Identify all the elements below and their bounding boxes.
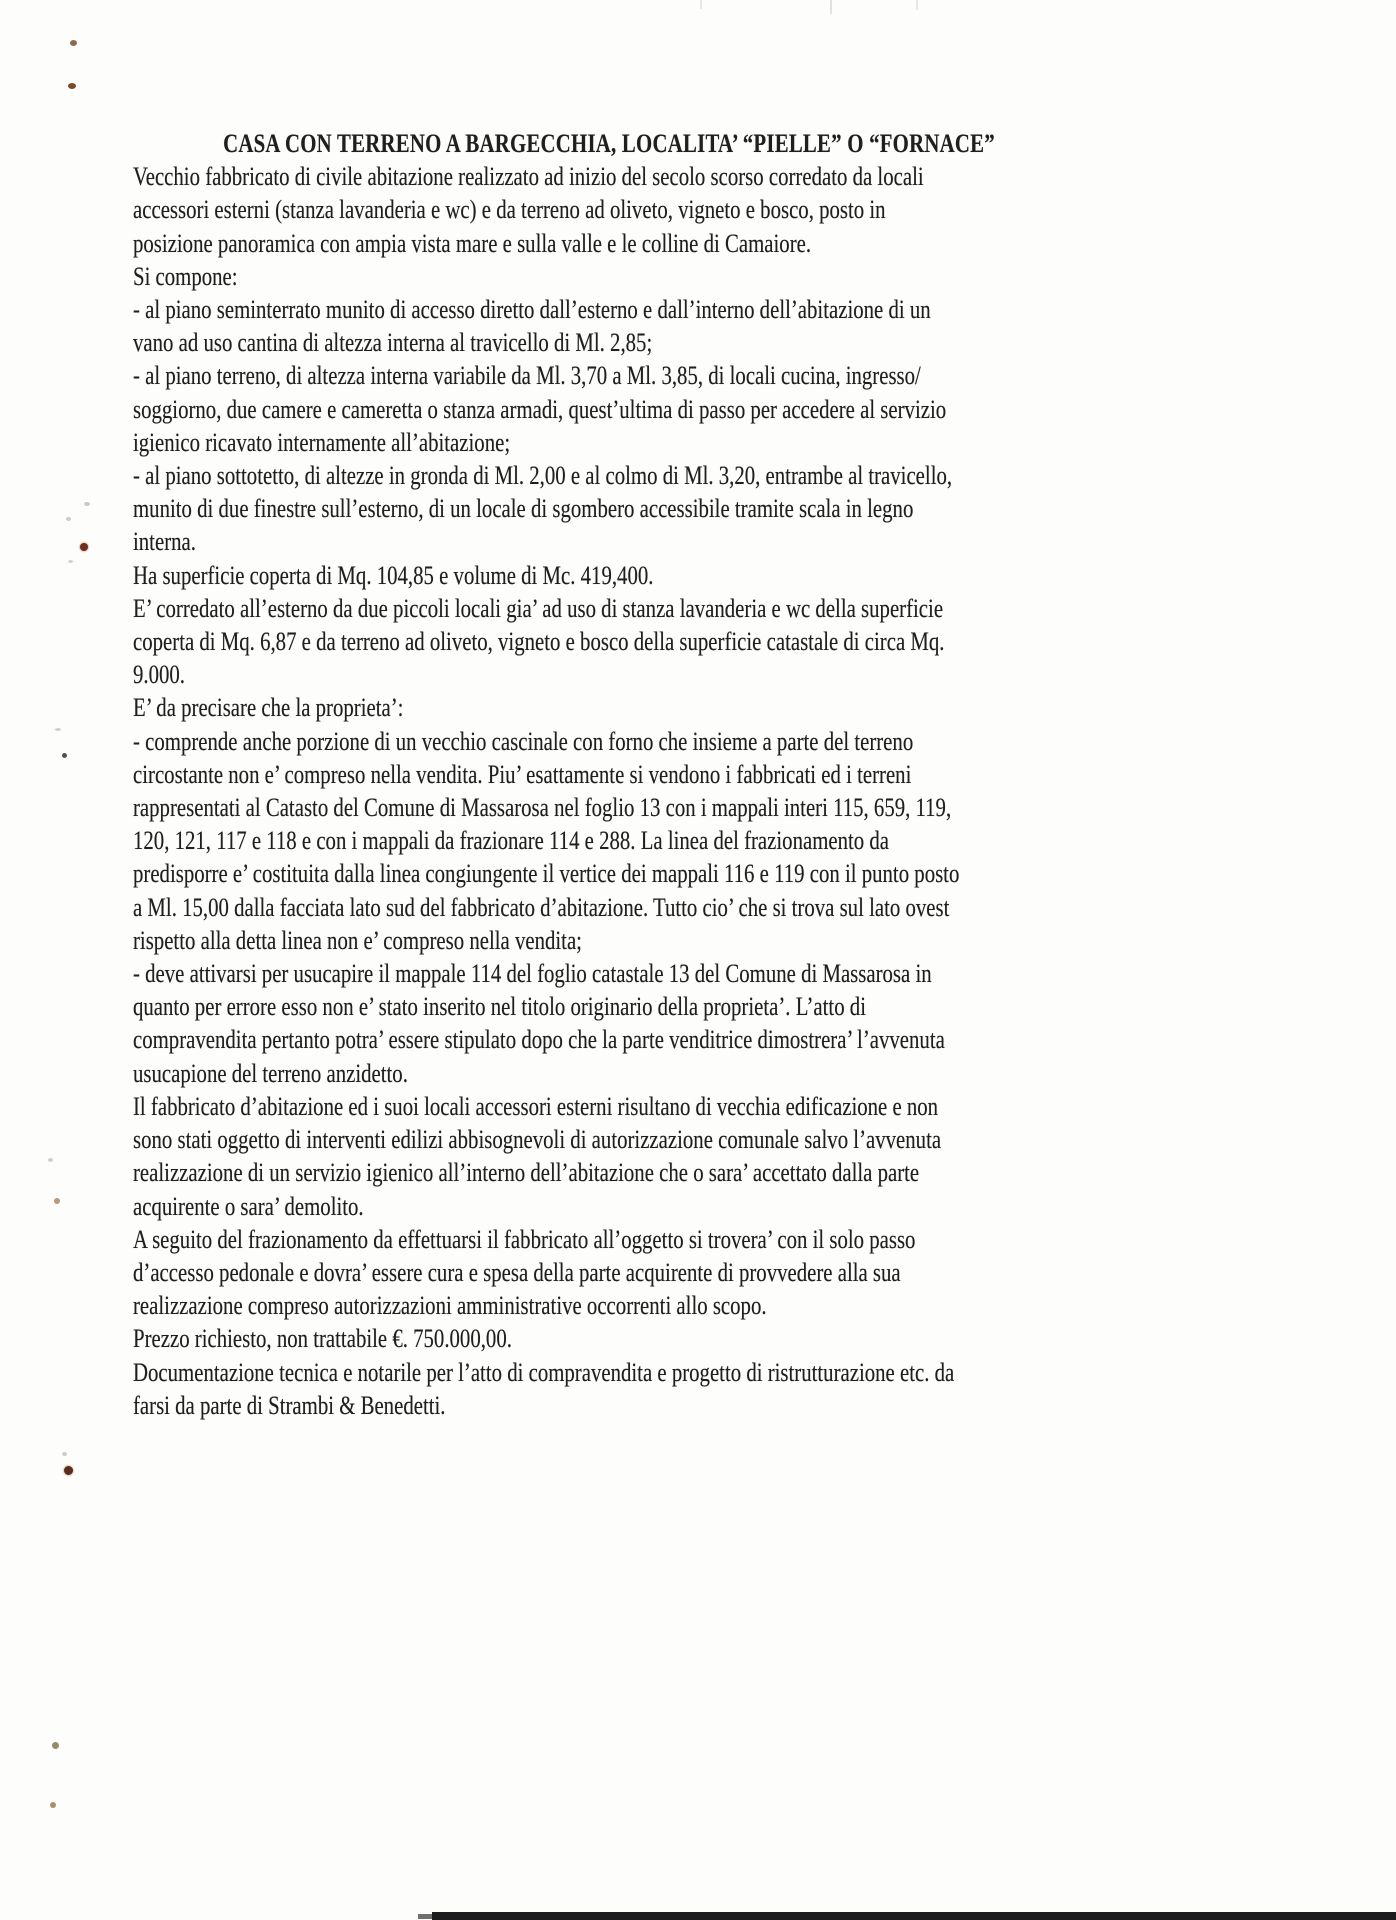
text-line: coperta di Mq. 6,87 e da terreno ad oliveto, vigneto e bosco della superficie catastale di circa Mq.	[133, 627, 945, 657]
text-line: interna.	[133, 527, 196, 557]
text-line: vano ad uso cantina di altezza interna al travicello di Ml. 2,85;	[133, 328, 653, 358]
text-line: accessori esterni (stanza lavanderia e wc) e da terreno ad oliveto, vigneto e bosco, posto in	[133, 195, 886, 225]
scan-streak	[916, 0, 918, 10]
text-line: - al piano sottotetto, di altezze in gronda di Ml. 2,00 e al colmo di Ml. 3,20, entrambe al travicello,	[133, 461, 953, 491]
text-line: Prezzo richiesto, non trattabile €. 750.000,00.	[133, 1324, 512, 1354]
scan-speck	[66, 517, 71, 521]
text-line: compravendita pertanto potra’ essere stipulato dopo che la parte venditrice dimostrera’ l’avvenuta	[133, 1025, 945, 1055]
scan-speck	[54, 1198, 60, 1204]
text-line: munito di due finestre sull’esterno, di un locale di sgombero accessibile tramite scala in legno	[133, 494, 914, 524]
text-line: realizzazione di un servizio igienico all’interno dell’abitazione che o sara’ accettato dalla parte	[133, 1158, 920, 1188]
scan-streak	[700, 0, 702, 9]
text-line: rispetto alla detta linea non e’ compreso nella vendita;	[133, 925, 582, 955]
text-line: igienico ricavato internamente all’abitazione;	[133, 427, 511, 457]
text-line: Ha superficie coperta di Mq. 104,85 e volume di Mc. 419,400.	[133, 560, 654, 590]
text-line: A seguito del frazionamento da effettuarsi il fabbricato all’oggetto si trovera’ con il solo passo	[133, 1224, 916, 1254]
text-line: Vecchio fabbricato di civile abitazione realizzato ad inizio del secolo scorso corredato da locali	[133, 162, 924, 192]
text-line: realizzazione compreso autorizzazioni amministrative occorrenti allo scopo.	[133, 1291, 767, 1321]
document-title: CASA CON TERRENO A BARGECCHIA, LOCALITA’ “PIELLE” O “FORNACE”	[223, 129, 995, 158]
text-line: Si compone:	[133, 261, 238, 291]
scan-speck	[84, 502, 90, 506]
document-text-block	[133, 127, 1085, 1422]
scan-speck	[80, 543, 88, 551]
text-line: posizione panoramica con ampia vista mare e sulla valle e le colline di Camaiore.	[133, 228, 812, 258]
document-body	[133, 160, 1085, 1422]
text-line: Documentazione tecnica e notarile per l’atto di compravendita e progetto di ristrutturazione etc. da	[133, 1357, 955, 1387]
scan-speck	[68, 83, 76, 89]
text-line: predisporre e’ costituita dalla linea congiungente il vertice dei mappali 116 e 119 con il punto posto	[133, 859, 960, 889]
text-line: soggiorno, due camere e cameretta o stanza armadi, quest’ultima di passo per accedere al servizio	[133, 394, 947, 424]
text-line: a Ml. 15,00 dalla facciata lato sud del fabbricato d’abitazione. Tutto cio’ che si trova sul lato ovest	[133, 892, 950, 922]
scan-speck	[68, 560, 73, 563]
text-line: d’accesso pedonale e dovra’ essere cura e spesa della parte acquirente di provvedere alla sua	[133, 1257, 901, 1287]
text-line: acquirente o sara’ demolito.	[133, 1191, 364, 1221]
text-line: Il fabbricato d’abitazione ed i suoi locali accessori esterni risultano di vecchia edificazione e non	[133, 1091, 939, 1121]
text-line: rappresentati al Catasto del Comune di Massarosa nel foglio 13 con i mappali interi 115, 659, 119,	[133, 793, 952, 823]
scan-speck	[70, 40, 77, 46]
text-line: - deve attivarsi per usucapire il mappale 114 del foglio catastale 13 del Comune di Massarosa in	[133, 959, 932, 989]
text-line: - al piano seminterrato munito di accesso diretto dall’esterno e dall’interno dell’abitazione di un	[133, 295, 931, 325]
text-line: usucapione del terreno anzidetto.	[133, 1058, 408, 1088]
scan-speck	[62, 1452, 67, 1456]
scan-speck	[62, 753, 67, 758]
text-line: 120, 121, 117 e 118 e con i mappali da frazionare 114 e 288. La linea del frazionamento da	[133, 826, 890, 856]
text-line: E’ da precisare che la proprieta’:	[133, 693, 404, 723]
scan-speck	[55, 728, 61, 731]
text-line: - comprende anche porzione di un vecchio cascinale con forno che insieme a parte del terreno	[133, 726, 914, 756]
text-line: farsi da parte di Strambi & Benedetti.	[133, 1390, 446, 1420]
scan-streak	[830, 0, 832, 14]
scan-speck	[48, 1158, 53, 1162]
text-line: E’ corredato all’esterno da due piccoli locali gia’ ad uso di stanza lavanderia e wc della superficie	[133, 593, 944, 623]
text-line: sono stati oggetto di interventi edilizi abbisognevoli di autorizzazione comunale salvo l’avvenuta	[133, 1125, 942, 1155]
scan-speck	[50, 1802, 56, 1808]
text-line: 9.000.	[133, 660, 185, 690]
text-line: circostante non e’ compreso nella vendita. Piu’ esattamente si vendono i fabbricati ed i terreni	[133, 759, 912, 789]
text-line: quanto per errore esso non e’ stato inserito nel titolo originario della proprieta’. L’atto di	[133, 992, 866, 1022]
scan-edge-artifact	[432, 1912, 1396, 1920]
scan-speck	[52, 1742, 59, 1749]
text-line: - al piano terreno, di altezza interna variabile da Ml. 3,70 a Ml. 3,85, di locali cucina, ingresso/	[133, 361, 921, 391]
scan-speck	[64, 1466, 73, 1475]
